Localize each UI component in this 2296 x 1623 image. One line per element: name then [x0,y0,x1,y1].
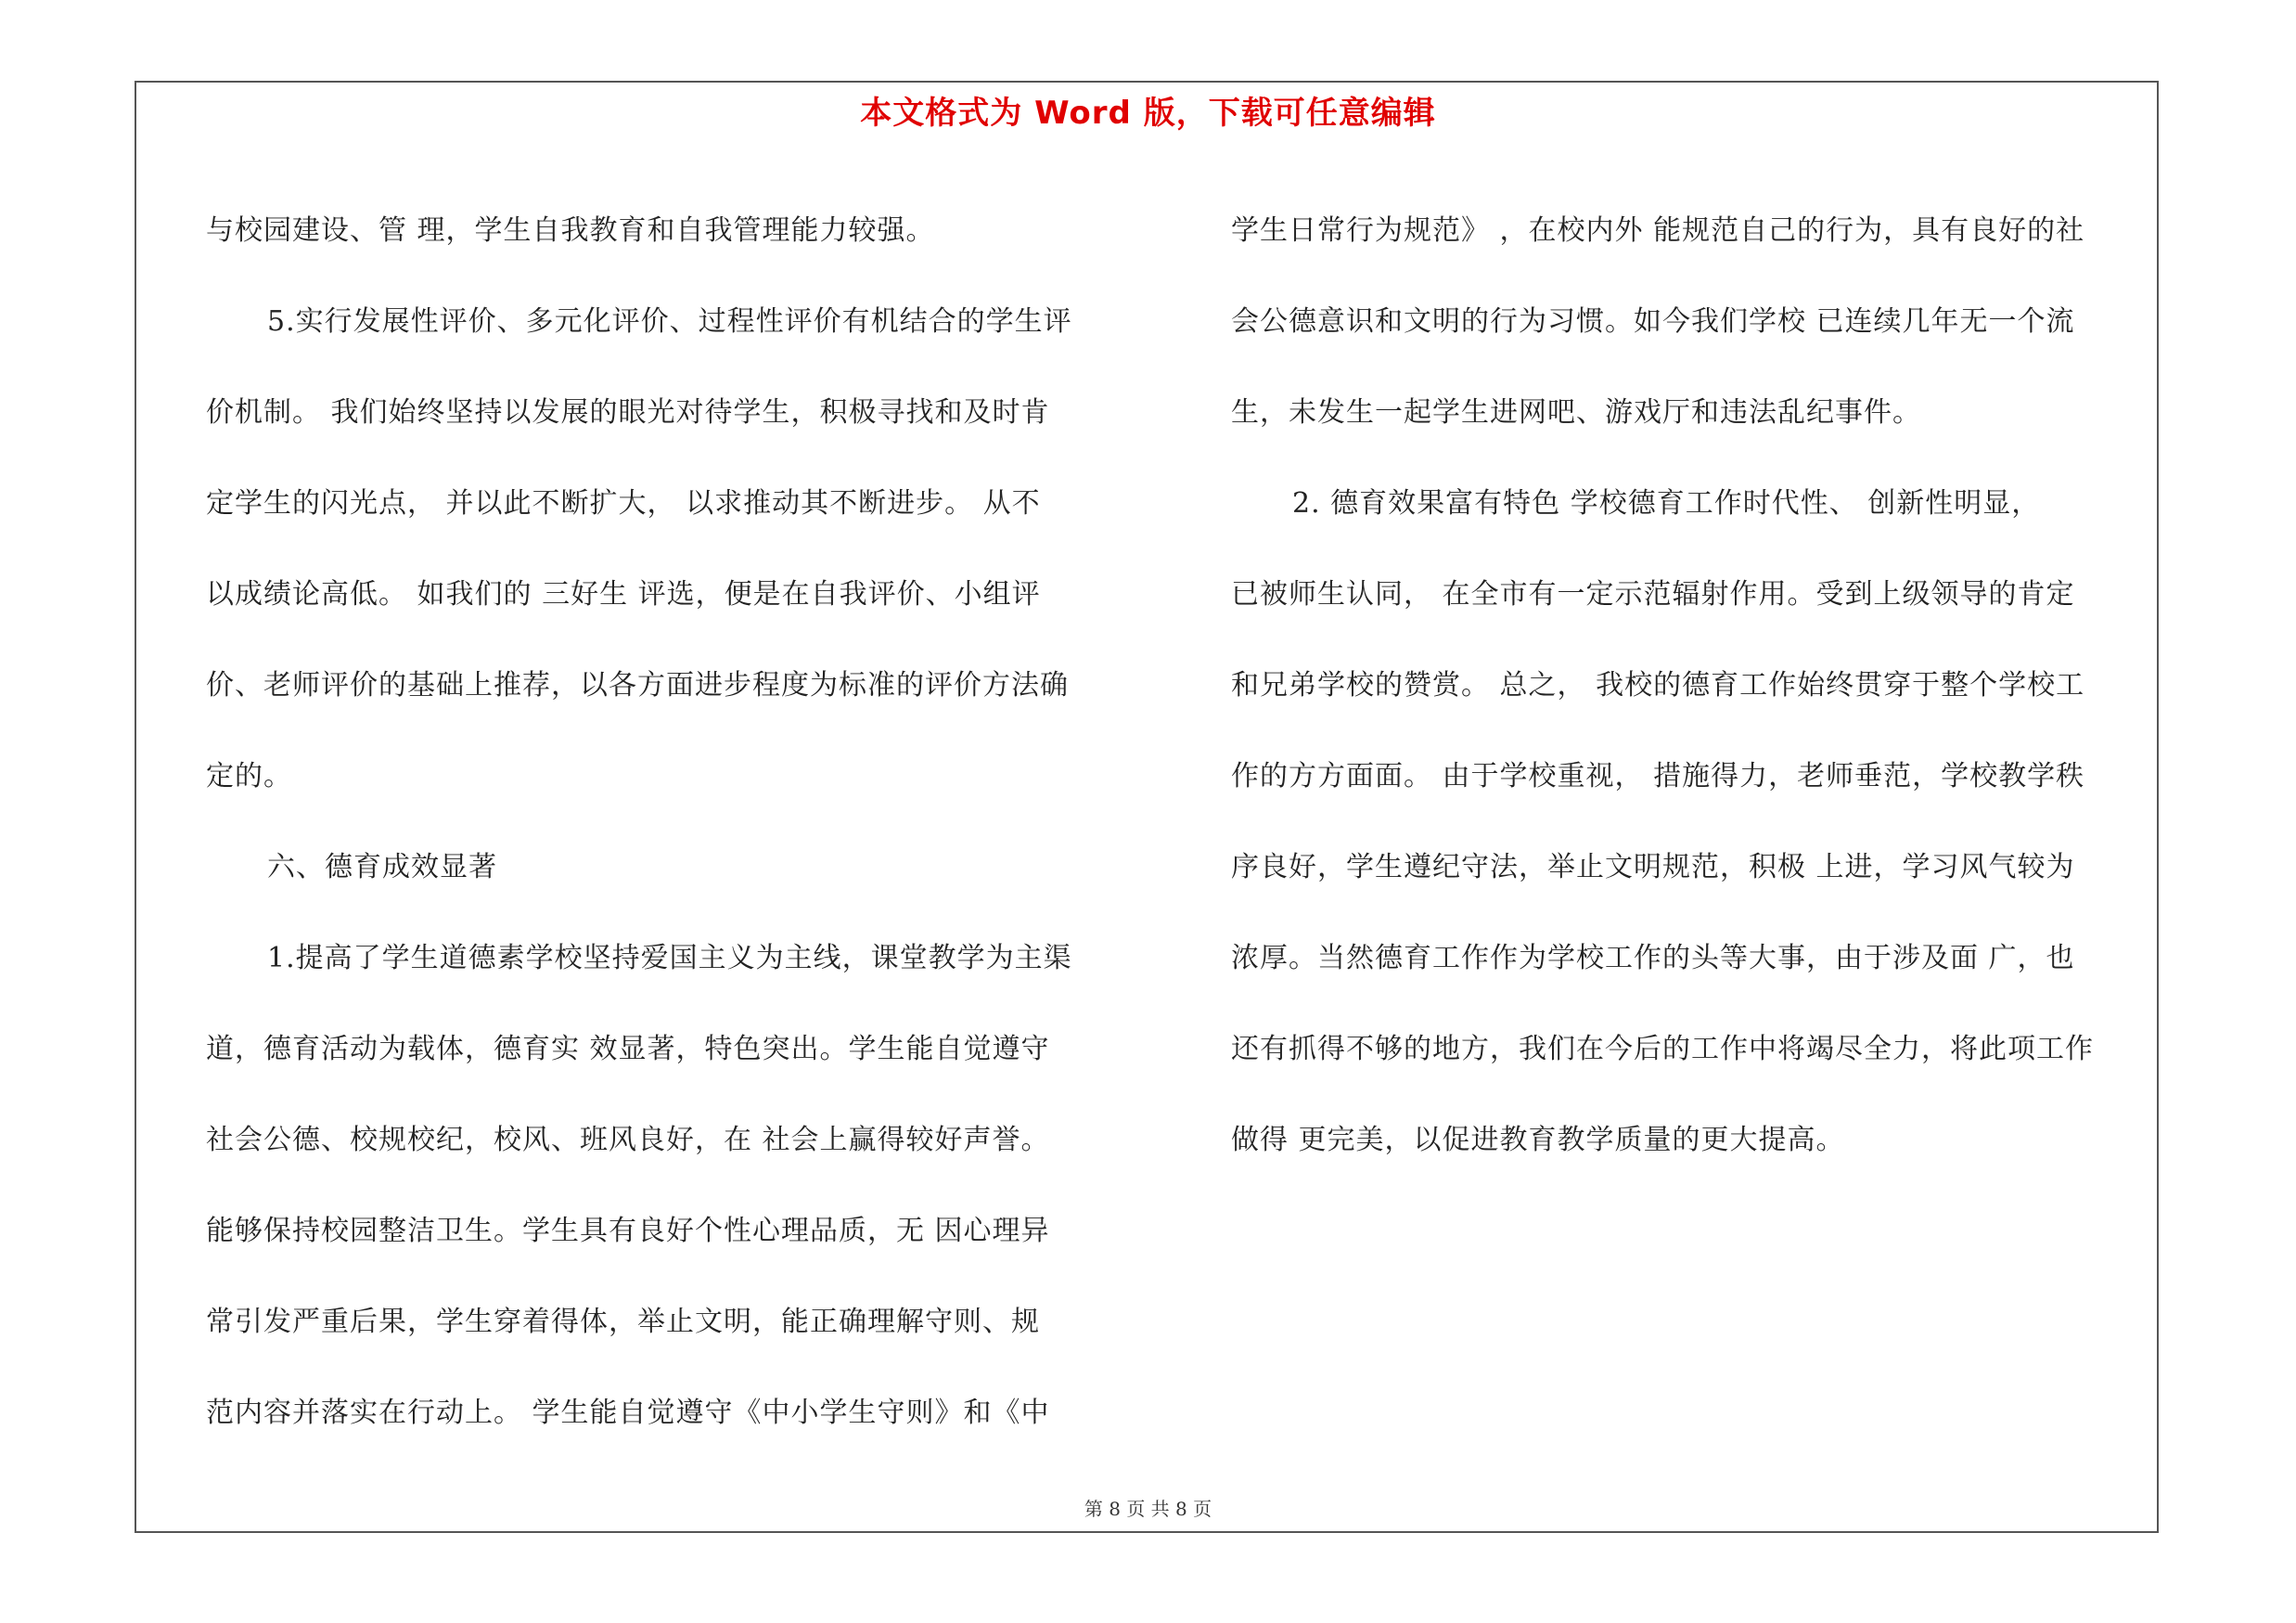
text-line: 会公德意识和文明的行为习惯。如今我们学校 已连续几年无一个流 [1231,305,2075,338]
section-heading: 六、德育成效显著 [267,851,497,883]
text-line: 道，德育活动为载体，德育实 效显著，特色突出。学生能自觉遵守 [206,1033,1050,1065]
text-line: 范内容并落实在行动上。 学生能自觉遵守《中小学生守则》和《中 [206,1397,1050,1429]
right-column [1231,186,2159,1186]
text-line: 2. 德育效果富有特色 学校德育工作时代性、 创新性明显， [1292,487,2041,520]
text-line: 5.实行发展性评价、多元化评价、过程性评价有机结合的学生评 [267,305,1072,338]
text-line: 价、老师评价的基础上推荐，以各方面进步程度为标准的评价方法确 [206,669,1069,702]
text-line: 价机制。 我们始终坚持以发展的眼光对待学生，积极寻找和及时肯 [206,396,1050,429]
text-line: 作的方方面面。 由于学校重视， 措施得力，老师垂范，学校教学秩 [1231,760,2085,792]
text-line: 常引发严重后果，学生穿着得体，举止文明，能正确理解守则、规 [206,1306,1040,1338]
text-line: 做得 更完美，以促进教育教学质量的更大提高。 [1231,1124,1845,1156]
text-line: 以成绩论高低。 如我们的 三好生 评选，便是在自我评价、小组评 [206,578,1041,611]
left-column [206,186,1134,1459]
text-line: 能够保持校园整洁卫生。学生具有良好个性心理品质，无 因心理异 [206,1215,1050,1247]
text-line: 浓厚。当然德育工作作为学校工作的头等大事，由于涉及面 广，也 [1231,942,2075,974]
text-line: 和兄弟学校的赞赏。 总之， 我校的德育工作始终贯穿于整个学校工 [1231,669,2085,702]
text-line: 社会公德、校规校纪，校风、班风良好，在 社会上赢得较好声誉。 [206,1124,1050,1156]
text-line: 定的。 [206,760,292,792]
text-line: 已被师生认同， 在全市有一定示范辐射作用。受到上级领导的肯定 [1231,578,2075,611]
text-line: 学生日常行为规范》 ，在校内外 能规范自己的行为，具有良好的社 [1231,214,2085,247]
text-line: 1.提高了学生道德素学校坚持爱国主义为主线，课堂教学为主渠 [267,942,1072,974]
text-line: 序良好，学生遵纪守法，举止文明规范，积极 上进，学习风气较为 [1231,851,2075,883]
format-banner: 本文格式为 Word 版，下载可任意编辑 [860,95,1436,132]
text-line: 还有抓得不够的地方，我们在今后的工作中将竭尽全力，将此项工作 [1231,1033,2094,1065]
page-number-footer: 第 8 页 共 8 页 [1084,1498,1212,1520]
text-line: 与校园建设、管 理，学生自我教育和自我管理能力较强。 [206,214,935,247]
text-line: 定学生的闪光点， 并以此不断扩大， 以求推动其不断进步。 从不 [206,487,1041,520]
text-line: 生，未发生一起学生进网吧、游戏厅和违法乱纪事件。 [1231,396,1921,429]
